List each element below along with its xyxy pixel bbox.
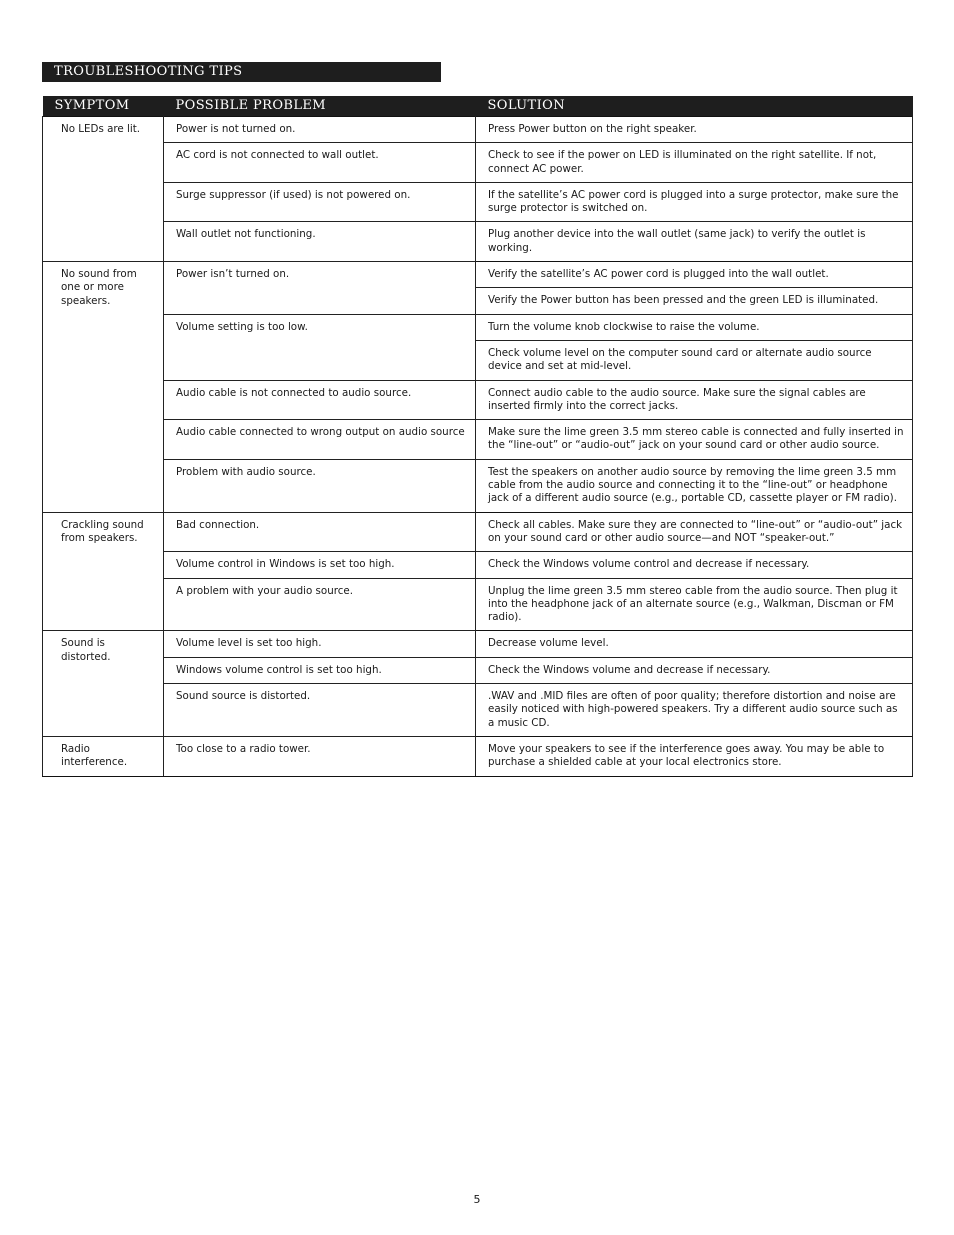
problem-cell: Windows volume control is set too high. — [164, 657, 476, 683]
problem-cell: Sound source is distorted. — [164, 684, 476, 737]
table-row — [43, 262, 913, 288]
solution-cell: Check all cables. Make sure they are connected to “line-out” or “audio-out” jack on your sound card or other audio source—and NOT “speaker-out.” — [476, 512, 913, 552]
problem-cell: Audio cable is not connected to audio source. — [164, 380, 476, 420]
problem-cell: Power isn’t turned on. — [164, 262, 476, 315]
symptom-cell: No LEDs are lit. — [43, 117, 164, 262]
problem-cell: Too close to a radio tower. — [164, 736, 476, 776]
problem-cell: Volume setting is too low. — [164, 314, 476, 380]
problem-cell: AC cord is not connected to wall outlet. — [164, 143, 476, 183]
solution-cell: Check the Windows volume and decrease if necessary. — [476, 657, 913, 683]
problem-cell: Bad connection. — [164, 512, 476, 552]
solution-cell: If the satellite’s AC power cord is plugged into a surge protector, make sure the surge protector is switched on. — [476, 182, 913, 222]
troubleshooting-table — [42, 96, 913, 777]
solution-cell: Check the Windows volume control and decrease if necessary. — [476, 552, 913, 578]
symptom-cell: No sound from one or more speakers. — [43, 262, 164, 513]
solution-cell: Check volume level on the computer sound card or alternate audio source device and set at mid-level. — [476, 340, 913, 380]
table-body — [43, 117, 913, 777]
solution-cell: Turn the volume knob clockwise to raise the volume. — [476, 314, 913, 340]
table-row — [43, 420, 913, 460]
symptom-cell: Sound is distorted. — [43, 631, 164, 736]
problem-cell: Problem with audio source. — [164, 459, 476, 512]
table-row — [43, 657, 913, 683]
section-title: TROUBLESHOOTING TIPS — [42, 62, 441, 82]
table-row — [43, 512, 913, 552]
table-row — [43, 631, 913, 657]
solution-cell: Plug another device into the wall outlet (same jack) to verify the outlet is working. — [476, 222, 913, 262]
problem-cell: Volume control in Windows is set too high. — [164, 552, 476, 578]
problem-cell: Wall outlet not functioning. — [164, 222, 476, 262]
table-header-row — [43, 96, 913, 117]
solution-cell: Verify the satellite’s AC power cord is plugged into the wall outlet. — [476, 262, 913, 288]
header-symptom: SYMPTOM — [43, 96, 164, 117]
symptom-cell: Crackling sound from speakers. — [43, 512, 164, 631]
problem-cell: Power is not turned on. — [164, 117, 476, 143]
problem-cell: A problem with your audio source. — [164, 578, 476, 631]
table-row — [43, 736, 913, 776]
problem-cell: Surge suppressor (if used) is not powered on. — [164, 182, 476, 222]
table-row — [43, 222, 913, 262]
solution-cell: Move your speakers to see if the interference goes away. You may be able to purchase a shielded cable at your local electronics store. — [476, 736, 913, 776]
solution-cell: Unplug the lime green 3.5 mm stereo cable from the audio source. Then plug it into the headphone jack of an alternate source (e.g., Walkman, Discman or FM radio). — [476, 578, 913, 631]
header-possible-problem: POSSIBLE PROBLEM — [164, 96, 476, 117]
solution-cell: .WAV and .MID files are often of poor quality; therefore distortion and noise are easily noticed with high-powered speakers. Try a different audio source such as a music CD. — [476, 684, 913, 737]
header-solution: SOLUTION — [476, 96, 913, 117]
table-row — [43, 117, 913, 143]
solution-cell: Press Power button on the right speaker. — [476, 117, 913, 143]
table-row — [43, 182, 913, 222]
table-row — [43, 143, 913, 183]
table-row — [43, 380, 913, 420]
solution-cell: Verify the Power button has been pressed and the green LED is illuminated. — [476, 288, 913, 314]
table-row — [43, 684, 913, 737]
page-number: 5 — [473, 1193, 481, 1206]
symptom-cell: Radio interference. — [43, 736, 164, 776]
table-row — [43, 578, 913, 631]
problem-cell: Volume level is set too high. — [164, 631, 476, 657]
solution-cell: Make sure the lime green 3.5 mm stereo cable is connected and fully inserted in the “line-out” or “audio-out” jack on your sound card or other audio source. — [476, 420, 913, 460]
table-row — [43, 552, 913, 578]
solution-cell: Test the speakers on another audio source by removing the lime green 3.5 mm cable from the audio source and connecting it to the “line-out” or headphone jack of a different audio source (e.g., portable CD, cassette player or FM radio). — [476, 459, 913, 512]
problem-cell: Audio cable connected to wrong output on audio source — [164, 420, 476, 460]
solution-cell: Connect audio cable to the audio source. Make sure the signal cables are inserted firmly into the correct jacks. — [476, 380, 913, 420]
table-row — [43, 459, 913, 512]
solution-cell: Decrease volume level. — [476, 631, 913, 657]
solution-cell: Check to see if the power on LED is illuminated on the right satellite. If not, connect AC power. — [476, 143, 913, 183]
table-row — [43, 314, 913, 340]
